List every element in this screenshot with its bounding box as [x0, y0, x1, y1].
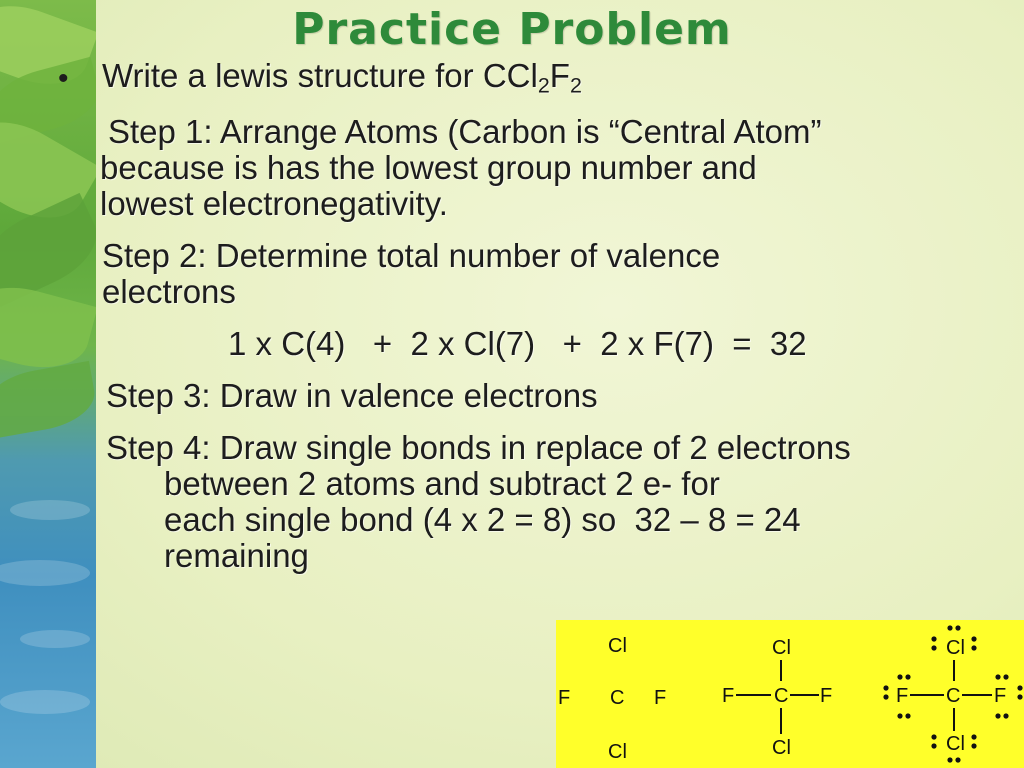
- intro-line: [102, 57, 582, 98]
- full-bottom: Cl: [946, 733, 965, 755]
- leaf-decoration-strip: [0, 0, 96, 768]
- intro-subscript-1: 2: [537, 73, 550, 98]
- lewis-structure-diagram: [556, 620, 1024, 768]
- step4-line4: remaining: [164, 537, 309, 574]
- arranged-bottom: Cl: [608, 741, 627, 763]
- step1-line1: Step 1: Arrange Atoms (Carbon is “Central Atom”: [108, 113, 822, 150]
- lewis-diagram-svg: [556, 620, 1024, 768]
- bonded-top: Cl: [772, 637, 791, 659]
- slide-title: Practice Problem: [292, 4, 732, 55]
- full-lewis-structure: [883, 625, 1022, 762]
- full-right: F: [994, 685, 1007, 707]
- intro-text: Write a lewis structure for CCl: [102, 57, 538, 94]
- valence-equation: 1 x C(4) + 2 x Cl(7) + 2 x F(7) = 32: [228, 325, 807, 362]
- arranged-center: C: [610, 687, 625, 709]
- arranged-right: F: [654, 687, 667, 709]
- bonded-right: F: [820, 685, 833, 707]
- step2-line2: electrons: [102, 273, 236, 310]
- arranged-atoms: [558, 635, 666, 763]
- bullet-icon: •: [58, 62, 69, 95]
- full-left: F: [896, 685, 909, 707]
- bonded-bottom: Cl: [772, 737, 791, 759]
- bonded-left: F: [722, 685, 735, 707]
- bonded-structure: [722, 637, 832, 759]
- arranged-top: Cl: [608, 635, 627, 657]
- step3-line: Step 3: Draw in valence electrons: [106, 377, 598, 414]
- intro-subscript-2: 2: [569, 73, 582, 98]
- full-center: C: [946, 685, 961, 707]
- arranged-left: F: [558, 687, 571, 709]
- step4-line1: Step 4: Draw single bonds in replace of 2 electrons: [106, 429, 851, 466]
- step1-line2: because is has the lowest group number and: [100, 149, 757, 186]
- step4-line2: between 2 atoms and subtract 2 e- for: [164, 465, 720, 502]
- full-top: Cl: [946, 637, 965, 659]
- step4-line3: each single bond (4 x 2 = 8) so 32 – 8 = 24: [164, 501, 801, 538]
- step1-line3: lowest electronegativity.: [100, 185, 448, 222]
- step2-line1: Step 2: Determine total number of valence: [102, 237, 721, 274]
- intro-text-f: F: [549, 57, 570, 94]
- bonded-center: C: [774, 685, 789, 707]
